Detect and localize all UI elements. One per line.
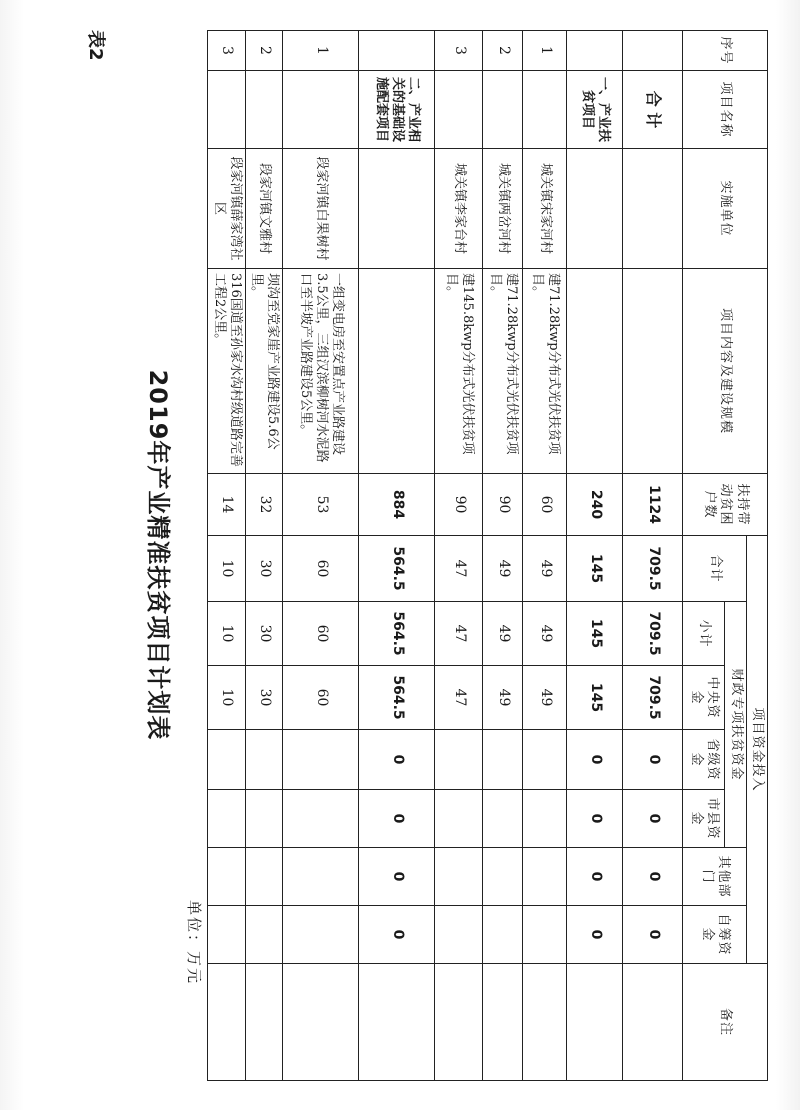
- unit-note: 单位：万元: [185, 900, 203, 986]
- cell-households: 53: [283, 474, 359, 536]
- cell-total: 60: [283, 536, 359, 602]
- table-row: [208, 31, 246, 1081]
- cell-total: 564.5: [359, 536, 435, 602]
- cell-central: 47: [435, 666, 483, 730]
- cell-seq: 3: [435, 31, 483, 71]
- cell-name: [523, 71, 567, 149]
- cell-remarks: [359, 964, 435, 1081]
- cell-unit: [567, 149, 623, 269]
- cell-self-raised: 0: [567, 906, 623, 964]
- cell-unit: 段家河镇白果树村: [283, 149, 359, 269]
- cell-provincial: [523, 730, 567, 790]
- header-total: 合计: [683, 536, 746, 602]
- cell-subtotal: 47: [435, 602, 483, 666]
- cell-remarks: [567, 964, 623, 1081]
- header-other-dept: 其他部门: [683, 848, 746, 906]
- cell-remarks: [523, 964, 567, 1081]
- cell-provincial: [246, 730, 284, 790]
- cell-total: 709.5: [623, 536, 683, 602]
- cell-provincial: [435, 730, 483, 790]
- cell-total: 145: [567, 536, 623, 602]
- header-implementing-unit: 实施单位: [683, 149, 768, 269]
- cell-content: 坝沟至党家崖产业路建设5.6公里。: [246, 269, 284, 474]
- cell-seq: 3: [208, 31, 246, 71]
- cell-unit: [623, 149, 683, 269]
- cell-provincial: [208, 730, 246, 790]
- cell-households: 240: [567, 474, 623, 536]
- cell-unit: 城关镇两岔河村: [483, 149, 523, 269]
- cell-central: 49: [483, 666, 523, 730]
- cell-name: [283, 71, 359, 149]
- cell-total: 10: [208, 536, 246, 602]
- cell-other-dept: 0: [623, 848, 683, 906]
- cell-self-raised: [208, 906, 246, 964]
- cell-city-county: 0: [567, 790, 623, 848]
- cell-name: [246, 71, 284, 149]
- cell-other-dept: [435, 848, 483, 906]
- cell-content: [567, 269, 623, 474]
- cell-seq: [567, 31, 623, 71]
- cell-provincial: 0: [359, 730, 435, 790]
- cell-self-raised: [435, 906, 483, 964]
- cell-name: 合 计: [623, 71, 683, 149]
- cell-content: 建71.28kwp分布式光伏扶贫项目。: [523, 269, 567, 474]
- cell-content: [623, 269, 683, 474]
- cell-name: [435, 71, 483, 149]
- header-city-county: 市县资金: [683, 790, 725, 848]
- table-row: [246, 31, 284, 1081]
- cell-self-raised: [283, 906, 359, 964]
- cell-subtotal: 145: [567, 602, 623, 666]
- cell-households: 90: [483, 474, 523, 536]
- cell-seq: [623, 31, 683, 71]
- table-row: [435, 31, 483, 1081]
- table-number-label: 表2: [85, 30, 106, 61]
- cell-central: 10: [208, 666, 246, 730]
- cell-name: [483, 71, 523, 149]
- cell-subtotal: 564.5: [359, 602, 435, 666]
- header-content-scale: 项目内容及建设规模: [683, 269, 768, 474]
- header-investment: 项目资金投入: [746, 536, 767, 964]
- cell-city-county: [246, 790, 284, 848]
- cell-provincial: [283, 730, 359, 790]
- cell-other-dept: 0: [567, 848, 623, 906]
- table-row: [483, 31, 523, 1081]
- cell-city-county: 0: [623, 790, 683, 848]
- header-seq: 序号: [683, 31, 768, 71]
- cell-self-raised: 0: [359, 906, 435, 964]
- cell-unit: [359, 149, 435, 269]
- cell-other-dept: [246, 848, 284, 906]
- cell-city-county: [208, 790, 246, 848]
- cell-name: 一、产业扶贫项目: [567, 71, 623, 149]
- header-subtotal: 小计: [683, 602, 725, 666]
- cell-other-dept: [283, 848, 359, 906]
- header-remarks: 备注: [683, 964, 768, 1081]
- cell-unit: 段家河镇薛家湾社区: [208, 149, 246, 269]
- cell-unit: 城关镇宋家河村: [523, 149, 567, 269]
- cell-households: 60: [523, 474, 567, 536]
- cell-central: 60: [283, 666, 359, 730]
- header-provincial: 省级资金: [683, 730, 725, 790]
- cell-provincial: 0: [623, 730, 683, 790]
- table-row-grand-total: [623, 31, 683, 1081]
- cell-households: 90: [435, 474, 483, 536]
- cell-city-county: [283, 790, 359, 848]
- cell-self-raised: 0: [623, 906, 683, 964]
- cell-city-county: [483, 790, 523, 848]
- cell-central: 564.5: [359, 666, 435, 730]
- cell-unit: 城关镇李家台村: [435, 149, 483, 269]
- cell-other-dept: [523, 848, 567, 906]
- table-row-section-1: [567, 31, 623, 1081]
- project-plan-table: [208, 30, 769, 1081]
- cell-remarks: [623, 964, 683, 1081]
- cell-other-dept: [208, 848, 246, 906]
- cell-households: 32: [246, 474, 284, 536]
- cell-self-raised: [483, 906, 523, 964]
- cell-remarks: [483, 964, 523, 1081]
- cell-subtotal: 49: [523, 602, 567, 666]
- cell-central: 145: [567, 666, 623, 730]
- cell-seq: 2: [246, 31, 284, 71]
- page-title: 2019年产业精准扶贫项目计划表: [144, 369, 172, 741]
- cell-central: 30: [246, 666, 284, 730]
- header-households: 扶持带动贫困户数: [683, 474, 768, 536]
- cell-city-county: [523, 790, 567, 848]
- cell-central: 49: [523, 666, 567, 730]
- cell-total: 30: [246, 536, 284, 602]
- cell-remarks: [435, 964, 483, 1081]
- cell-households: 884: [359, 474, 435, 536]
- cell-seq: 2: [483, 31, 523, 71]
- cell-remarks: [246, 964, 284, 1081]
- cell-name: 二、产业相关的基础设施配套项目: [359, 71, 435, 149]
- table-row-section-2: [359, 31, 435, 1081]
- header-self-raised: 自筹资金: [683, 906, 746, 964]
- cell-provincial: 0: [567, 730, 623, 790]
- cell-name: [208, 71, 246, 149]
- cell-content: 建145.8kwp分布式光伏扶贫项目。: [435, 269, 483, 474]
- header-special-fund: 财政专项扶贫资金: [725, 602, 746, 848]
- cell-provincial: [483, 730, 523, 790]
- cell-unit: 段家河镇文雅村: [246, 149, 284, 269]
- cell-households: 14: [208, 474, 246, 536]
- table-row: [523, 31, 567, 1081]
- header-central: 中央资金: [683, 666, 725, 730]
- header-project-name: 项目名称: [683, 71, 768, 149]
- table-row: [283, 31, 359, 1081]
- cell-subtotal: 709.5: [623, 602, 683, 666]
- cell-central: 709.5: [623, 666, 683, 730]
- cell-content: [359, 269, 435, 474]
- cell-other-dept: [483, 848, 523, 906]
- cell-total: 47: [435, 536, 483, 602]
- cell-households: 1124: [623, 474, 683, 536]
- cell-total: 49: [483, 536, 523, 602]
- cell-subtotal: 60: [283, 602, 359, 666]
- cell-self-raised: [246, 906, 284, 964]
- cell-subtotal: 49: [483, 602, 523, 666]
- cell-seq: 1: [283, 31, 359, 71]
- header-row-1: [746, 31, 767, 1081]
- cell-city-county: [435, 790, 483, 848]
- cell-remarks: [283, 964, 359, 1081]
- cell-seq: 1: [523, 31, 567, 71]
- cell-content: 一组变电房至安置点产业路建设3.5公里，三组汉滨柳树河水泥路口至半坡产业路建设5公里。: [283, 269, 359, 474]
- cell-subtotal: 30: [246, 602, 284, 666]
- cell-total: 49: [523, 536, 567, 602]
- cell-remarks: [208, 964, 246, 1081]
- cell-city-county: 0: [359, 790, 435, 848]
- cell-self-raised: [523, 906, 567, 964]
- cell-subtotal: 10: [208, 602, 246, 666]
- cell-content: 建71.28kwp分布式光伏扶贫项目。: [483, 269, 523, 474]
- cell-content: 316国道至孙家水沟村级道路完善工程2公里。: [208, 269, 246, 474]
- cell-other-dept: 0: [359, 848, 435, 906]
- cell-seq: [359, 31, 435, 71]
